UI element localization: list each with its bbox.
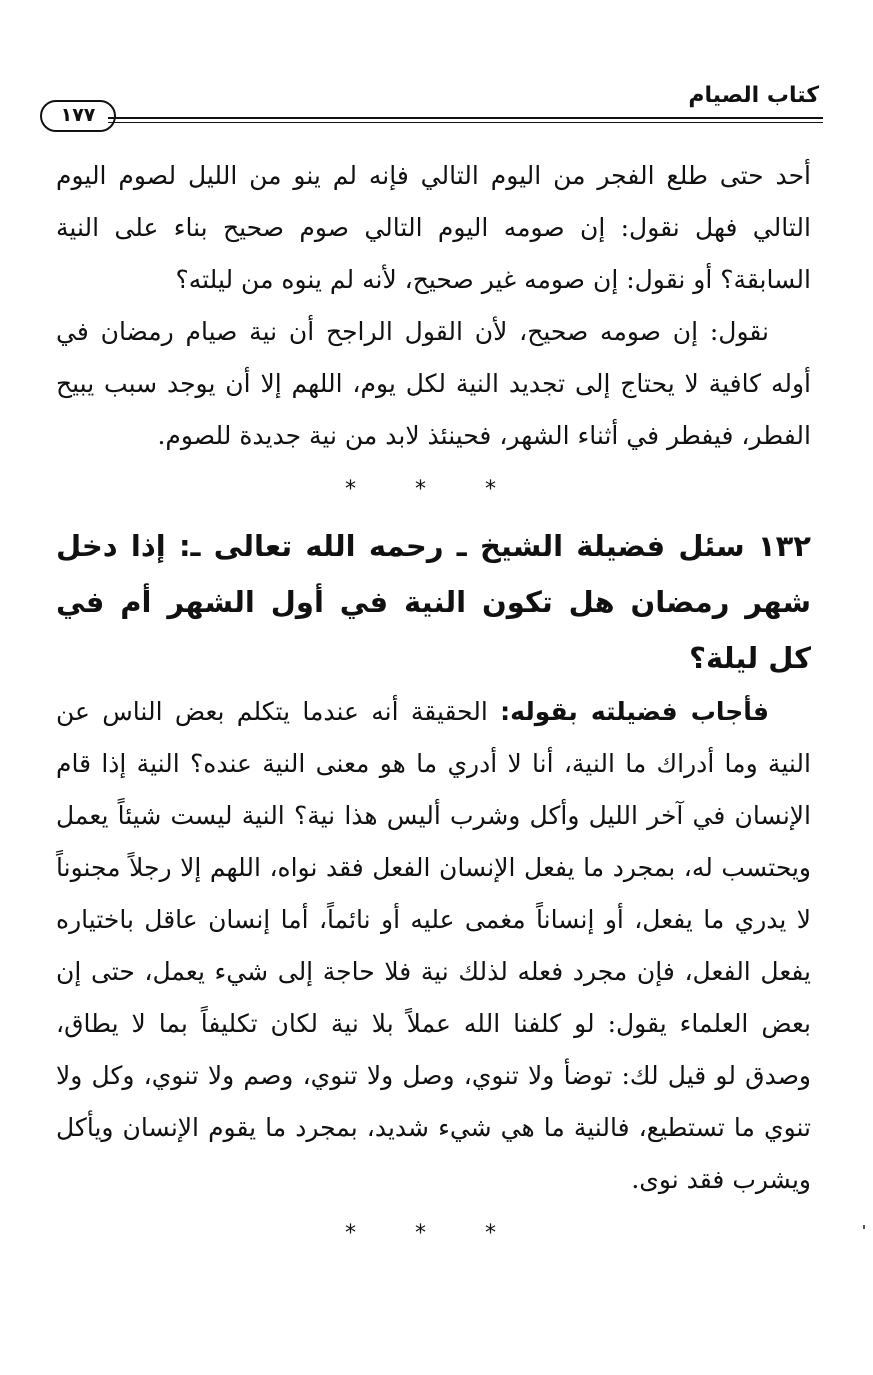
answer-text: الحقيقة أنه عندما يتكلم بعض الناس عن النية وما أدراك ما النية، أنا لا أدري ما هو معنى النية عنده؟ النية إذا قام الإنسان في آخر الليل وأكل وشرب أليس هذا نية؟ النية ليست شيئاً يعمل ويحتسب له، بمجرد ما يفعل الإنسان الفعل فقد نواه، اللهم إلا رجلاً مجنوناً لا يدري ما يفعل، أو إنساناً مغمى عليه أو نائماً، أما إنسان عاقل باختياره يفعل الفعل، فإن مجرد فعله لذلك نية فلا حاجة إلى شيء يعمل، حتى إن بعض العلماء يقول: لو كلفنا الله عملاً بلا نية لكان تكليفاً بما لا يطاق، وصدق لو قيل لك: توضأ ولا تنوي، وصل ولا تنوي، وصم ولا تنوي، وكل ولا تنوي ما تستطيع، فالنية ما هي شيء شديد، بمجرد ما يقوم الإنسان ويأكل ويشرب فقد نوى. (56, 697, 811, 1194)
page-header (40, 80, 823, 130)
section-separator: * * * (345, 477, 522, 502)
answer-paragraph (56, 686, 811, 1206)
paragraph-2: نقول: إن صومه صحيح، لأن القول الراجح أن نية صيام رمضان في أوله كافية لا يحتاج إلى تجديد النية لكل يوم، اللهم إلا أن يوجد سبب يبيح الفطر، فيفطر في أثناء الشهر، فحينئذ لابد من نية جديدة للصوم. (56, 317, 811, 450)
question-heading: ١٣٢ سئل فضيلة الشيخ ـ رحمه الله تعالى ـ: إذا دخل شهر رمضان هل تكون النية في أول الشهر أم في كل ليلة؟ (56, 529, 811, 675)
page-body (56, 150, 811, 1262)
running-title: كتاب الصيام (688, 83, 819, 108)
margin-mark (863, 1225, 865, 1229)
section-separator-end: * * * (345, 1221, 522, 1246)
answer-lead: فأجاب فضيلته بقوله: (500, 697, 769, 726)
page-number: ١٧٧ (40, 100, 116, 132)
paragraph-1: أحد حتى طلع الفجر من اليوم التالي فإنه لم ينو من الليل لصوم اليوم التالي فهل نقول: إن صومه اليوم التالي صوم صحيح بناء على النية السابقة؟ أو نقول: إن صومه غير صحيح، لأنه لم ينوه من ليلته؟ (56, 161, 811, 294)
header-rule-thin (108, 122, 823, 123)
header-rule (108, 117, 823, 119)
